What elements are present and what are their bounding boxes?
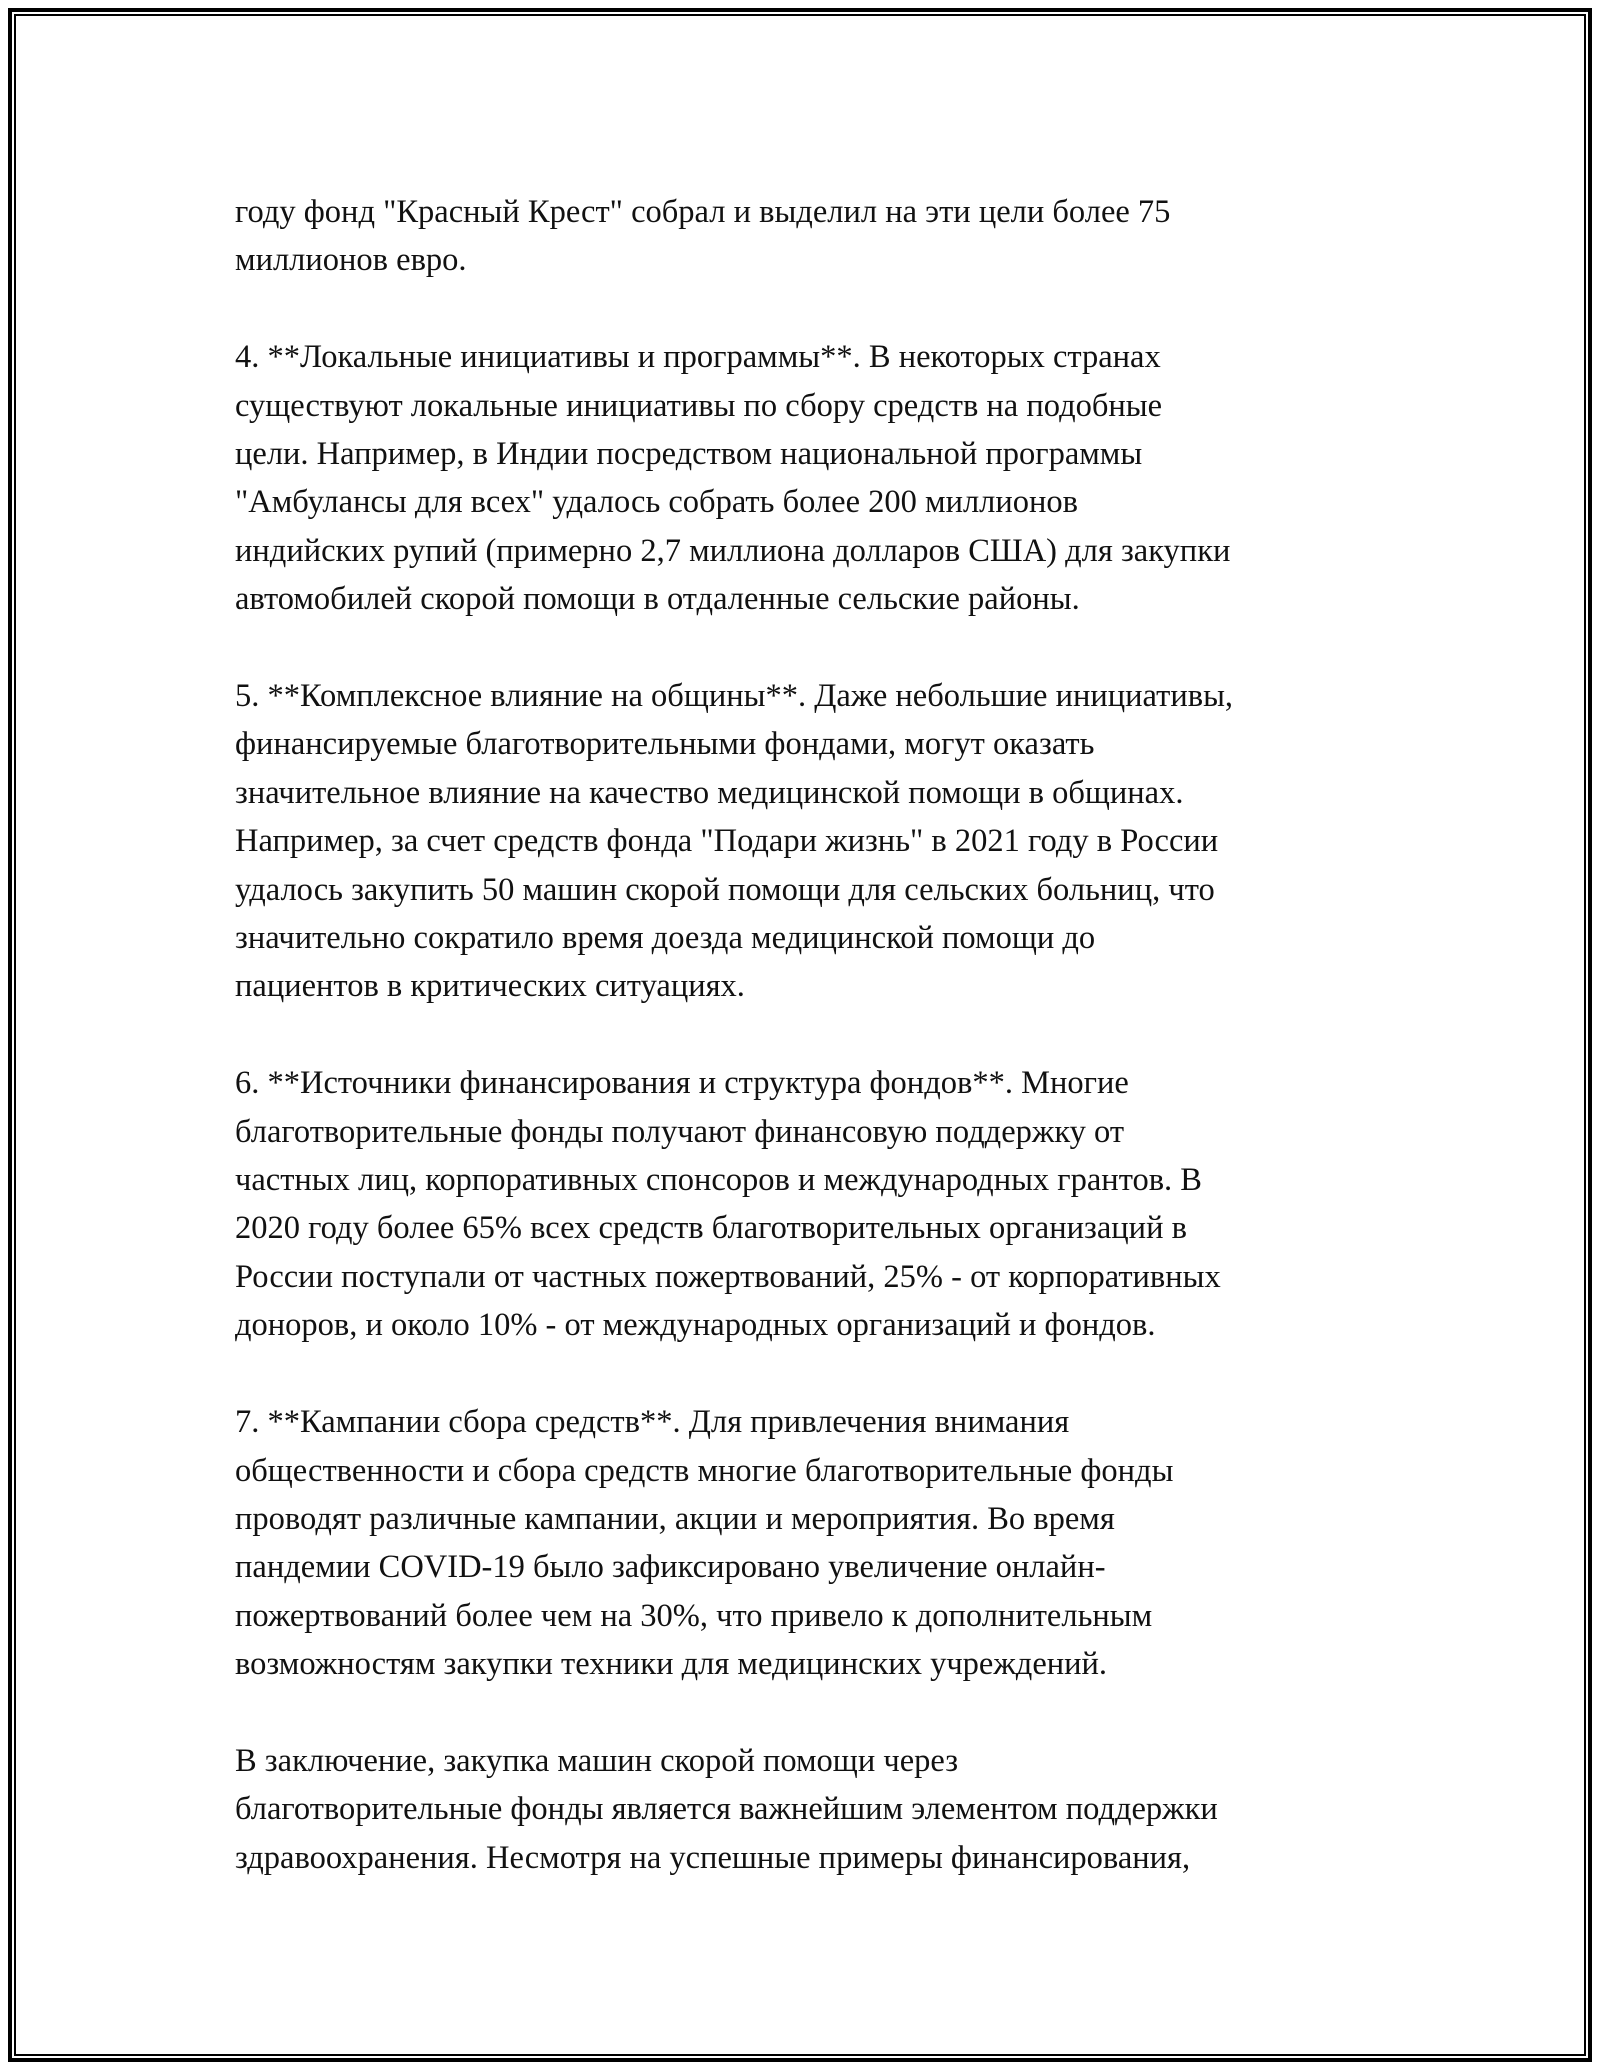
text-line: частных лиц, корпоративных спонсоров и международных грантов. В (235, 1162, 1202, 1199)
text-line: России поступали от частных пожертвований, 25% - от корпоративных (235, 1258, 1221, 1295)
paragraph (235, 188, 1395, 285)
text-line: "Амбулансы для всех" удалось собрать более 200 миллионов (235, 484, 1079, 521)
paragraph (235, 1398, 1395, 1688)
text-line: возможностям закупки техники для медицинских учреждений. (235, 1646, 1108, 1683)
text-line: 6. **Источники финансирования и структура фондов**. Многие (235, 1065, 1129, 1102)
text-line: благотворительные фонды является важнейшим элементом поддержки (235, 1791, 1218, 1828)
text-line: проводят различные кампании, акции и мероприятия. Во время (235, 1500, 1115, 1537)
text-line: удалось закупить 50 машин скорой помощи для сельских больниц, что (235, 871, 1215, 908)
text-line: миллионов евро. (235, 242, 467, 279)
text-line: Например, за счет средств фонда "Подари жизнь" в 2021 году в России (235, 823, 1219, 860)
text-line: 2020 году более 65% всех средств благотворительных организаций в (235, 1210, 1187, 1247)
text-line: здравоохранения. Несмотря на успешные примеры финансирования, (235, 1839, 1191, 1876)
paragraph (235, 1059, 1395, 1349)
paragraph (235, 1737, 1395, 1882)
text-line: индийских рупий (примерно 2,7 миллиона долларов США) для закупки (235, 532, 1231, 569)
text-line: автомобилей скорой помощи в отдаленные сельские районы. (235, 581, 1080, 618)
text-line: году фонд "Красный Крест" собрал и выделил на эти цели более 75 (235, 194, 1171, 230)
text-line: пациентов в критических ситуациях. (235, 968, 745, 1005)
text-line: 7. **Кампании сбора средств**. Для привлечения внимания (235, 1404, 1070, 1441)
paragraph (235, 672, 1395, 1011)
text-line: значительно сократило время доезда медицинской помощи до (235, 920, 1096, 957)
text-line: доноров, и около 10% - от международных организаций и фондов. (235, 1307, 1156, 1344)
text-line: 5. **Комплексное влияние на общины**. Даже небольшие инициативы, (235, 678, 1234, 715)
text-line: существуют локальные инициативы по сбору средств на подобные (235, 387, 1163, 424)
text-line: общественности и сбора средств многие благотворительные фонды (235, 1452, 1174, 1489)
paragraph (235, 333, 1395, 623)
text-line: благотворительные фонды получают финансовую поддержку от (235, 1113, 1125, 1150)
text-line: пожертвований более чем на 30%, что привело к дополнительным (235, 1597, 1153, 1634)
text-line: финансируемые благотворительными фондами, могут оказать (235, 726, 1095, 763)
text-line: В заключение, закупка машин скорой помощи через (235, 1742, 959, 1779)
text-line: цели. Например, в Индии посредством национальной программы (235, 436, 1143, 473)
text-line: 4. **Локальные инициативы и программы**. В некоторых странах (235, 339, 1161, 376)
document-body (235, 188, 1395, 1931)
text-line: пандемии COVID-19 было зафиксировано увеличение онлайн- (235, 1549, 1106, 1586)
text-line: значительное влияние на качество медицинской помощи в общинах. (235, 774, 1184, 811)
